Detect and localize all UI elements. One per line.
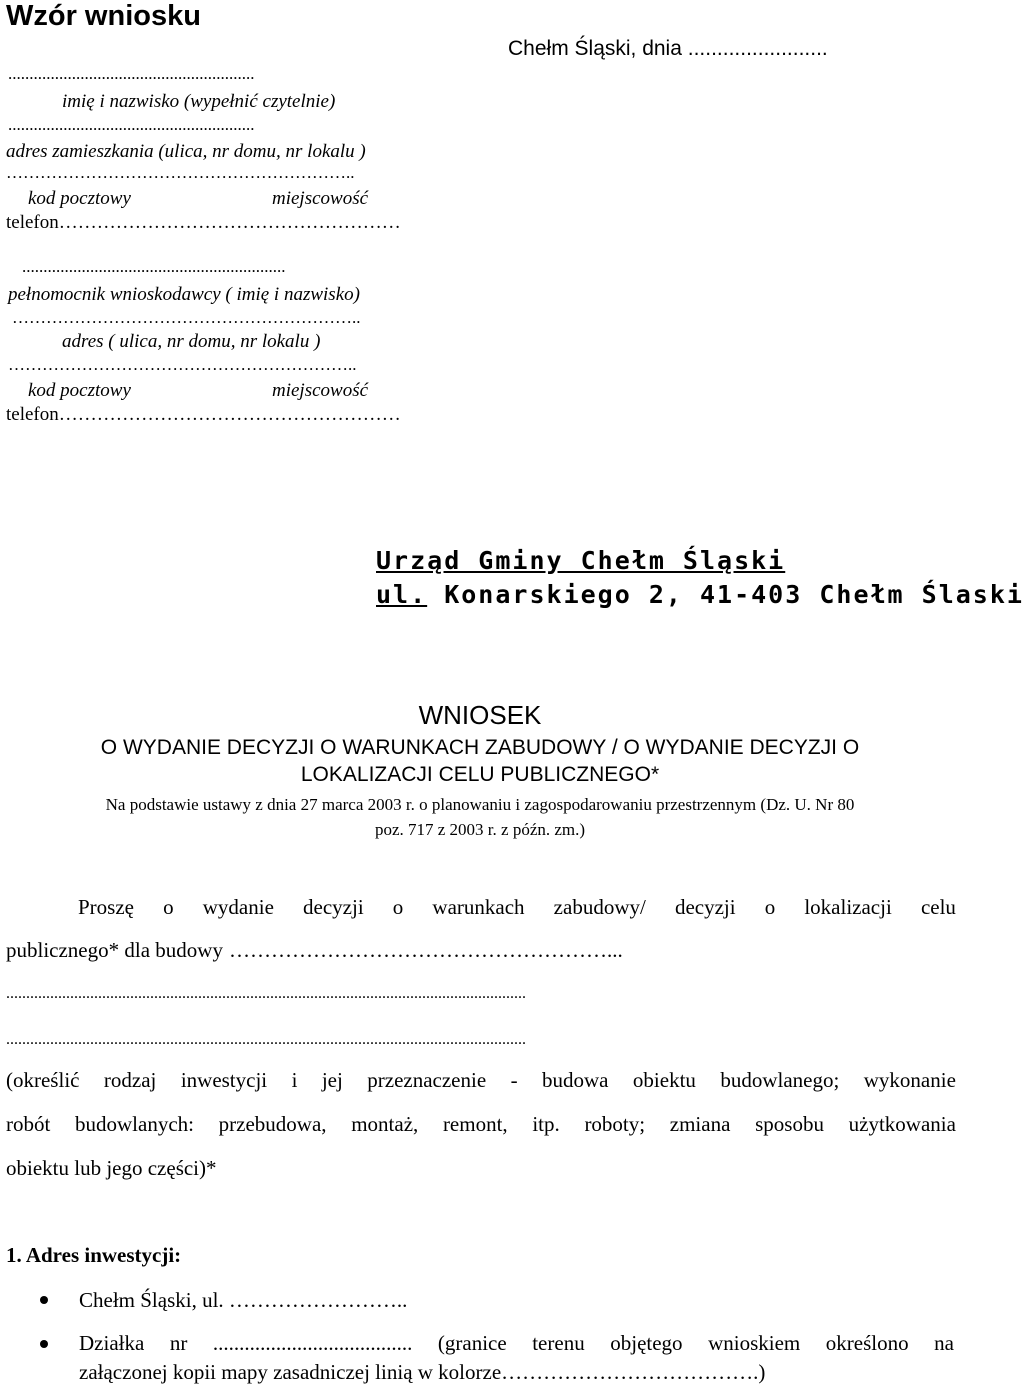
request-line-1-word: zabudowy/: [553, 895, 646, 919]
form-subtitle-1: O WYDANIE DECYZJI O WARUNKACH ZABUDOWY / O WYDANIE DECYZJI O: [100, 736, 860, 759]
request-dots-2[interactable]: ..................................................................................................................................: [6, 1031, 526, 1048]
building-type-fill[interactable]: ………………………………………………...: [228, 938, 623, 962]
note-line-2-word: budowlanych:: [75, 1112, 194, 1136]
proxy-phone[interactable]: telefon………………………………………………: [6, 404, 401, 425]
note-line-3: obiektu lub jego części)*: [6, 1156, 217, 1180]
investment-street[interactable]: Chełm Śląski, ul. ……………………..: [79, 1288, 408, 1312]
investment-parcel-line-2[interactable]: załączonej kopii mapy zasadniczej linią w kolorze……………………………….): [79, 1360, 766, 1384]
request-line-1-word: decyzji: [674, 895, 736, 919]
request-line-1-word: warunkach: [432, 895, 525, 919]
request-line-1-word: wydanie: [202, 895, 274, 919]
applicant-address-caption: adres zamieszkania (ulica, nr domu, nr lokalu ): [6, 141, 366, 162]
legal-basis-2: poz. 717 z 2003 r. z późn. zm.): [374, 820, 586, 839]
request-line-1-word: celu: [920, 895, 956, 919]
note-line-1-word: -: [510, 1068, 518, 1092]
form-heading: WNIOSEK: [418, 700, 542, 730]
note-line-2-word: remont,: [442, 1112, 508, 1136]
note-line-1-word: jej: [321, 1068, 343, 1092]
request-line-1-word: o: [764, 895, 776, 919]
request-line-2-prefix: publicznego* dla budowy: [6, 938, 223, 962]
parcel-line-1-word: (granice: [437, 1331, 507, 1355]
note-line-1-word: budowlanego;: [720, 1068, 840, 1092]
note-line-2-word: sposobu: [755, 1112, 824, 1136]
note-line-2-word: itp.: [532, 1112, 560, 1136]
note-line-1: [6, 1068, 956, 1093]
note-line-2-word: przebudowa,: [218, 1112, 327, 1136]
date-line: Chełm Śląski, dnia ........................: [508, 37, 828, 60]
note-line-1-word: i: [291, 1068, 298, 1092]
applicant-address-dots[interactable]: ..........................................................: [8, 115, 255, 134]
note-line-2-word: użytkowania: [848, 1112, 956, 1136]
section-investment-address: 1. Adres inwestycji:: [6, 1243, 182, 1267]
office-address-ul: ul.: [376, 580, 428, 609]
note-line-2-word: roboty;: [584, 1112, 646, 1136]
parcel-line-1-word: wnioskiem: [708, 1331, 801, 1355]
proxy-name-caption: pełnomocnik wnioskodawcy ( imię i nazwisko): [8, 284, 360, 305]
note-line-1-word: przeznaczenie: [367, 1068, 487, 1092]
note-line-2-word: robót: [6, 1112, 51, 1136]
applicant-city-caption: miejscowość: [272, 188, 369, 209]
note-line-1-word: rodzaj: [103, 1068, 157, 1092]
note-line-2-word: zmiana: [669, 1112, 731, 1136]
note-line-2-word: montaż,: [351, 1112, 419, 1136]
request-line-1-word: o: [163, 895, 174, 919]
form-subtitle-2: LOKALIZACJI CELU PUBLICZNEGO*: [300, 763, 660, 786]
investment-parcel-line-1: [79, 1331, 954, 1356]
parcel-line-1-word: Działka: [79, 1331, 145, 1355]
request-line-1-word: lokalizacji: [804, 895, 892, 919]
parcel-line-1-word: na: [934, 1331, 954, 1355]
proxy-postal-caption: kod pocztowy: [28, 380, 131, 401]
proxy-address-dots[interactable]: ……………………………………………………..: [8, 355, 357, 374]
parcel-line-1-word: nr: [169, 1331, 188, 1355]
proxy-city-caption: miejscowość: [272, 380, 369, 401]
applicant-name-dots[interactable]: ..........................................................: [8, 64, 255, 83]
request-line-1-word: o: [392, 895, 404, 919]
parcel-line-1-word: określono: [825, 1331, 909, 1355]
applicant-postal-caption: kod pocztowy: [28, 188, 131, 209]
office-name: Urząd Gminy Chełm Śląski: [376, 546, 786, 575]
parcel-line-1-word: objętego: [610, 1331, 683, 1355]
request-line-1-word: Proszę: [78, 895, 134, 919]
applicant-phone[interactable]: telefon………………………………………………: [6, 212, 401, 233]
request-line-2: [6, 938, 623, 963]
applicant-postal-dots[interactable]: ……………………………………………………..: [6, 163, 355, 182]
proxy-address-caption: adres ( ulica, nr domu, nr lokalu ): [62, 331, 321, 352]
office-address: [376, 580, 1024, 609]
office-address-rest: Konarskiego 2, 41-403 Chełm Ślaski: [427, 580, 1024, 609]
applicant-name-caption: imię i nazwisko (wypełnić czytelnie): [62, 91, 336, 112]
request-dots-1[interactable]: ..................................................................................................................................: [6, 985, 526, 1002]
bullet-1: [40, 1296, 48, 1304]
legal-basis-1: Na podstawie ustawy z dnia 27 marca 2003 r. o planowaniu i zagospodarowaniu przestrzennym (Dz. U. Nr 80: [105, 795, 855, 814]
parcel-line-1-word: ......................................: [212, 1331, 413, 1355]
note-line-1-word: obiektu: [632, 1068, 696, 1092]
note-line-2: [6, 1112, 956, 1137]
request-line-1-word: decyzji: [303, 895, 364, 919]
document-title: Wzór wniosku: [6, 0, 201, 32]
proxy-name-dots[interactable]: ..............................................................: [22, 257, 286, 276]
proxy-name-dots-2[interactable]: ……………………………………………………..: [12, 308, 361, 327]
parcel-line-1-word: terenu: [532, 1331, 585, 1355]
note-line-1-word: (określić: [6, 1068, 80, 1092]
note-line-1-word: wykonanie: [863, 1068, 956, 1092]
note-line-1-word: budowa: [542, 1068, 609, 1092]
bullet-2: [40, 1340, 48, 1348]
note-line-1-word: inwestycji: [180, 1068, 268, 1092]
request-line-1: [78, 895, 956, 920]
